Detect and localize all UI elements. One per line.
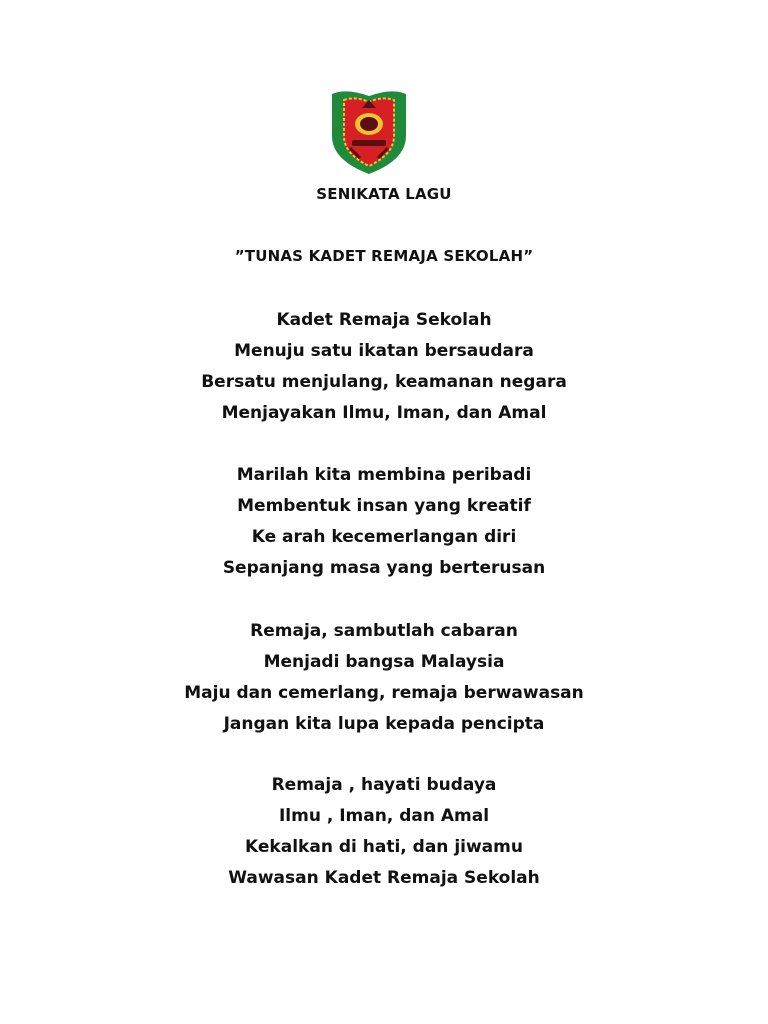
lyric-line: Remaja, sambutlah cabaran <box>250 621 518 641</box>
emblem-banner <box>352 140 386 146</box>
stanza-1 <box>0 305 768 429</box>
lyric-line: Remaja , hayati budaya <box>271 775 497 795</box>
lyric-line: Kadet Remaja Sekolah <box>276 310 492 330</box>
lyric-line: Sepanjang masa yang berterusan <box>222 558 546 578</box>
lyric-line: Menuju satu ikatan bersaudara <box>234 341 534 361</box>
lyric-line: Ke arah kecemerlangan diri <box>251 527 517 547</box>
lyric-line: Jangan kita lupa kepada pencipta <box>223 714 545 734</box>
emblem-center-core <box>360 117 378 131</box>
stanza-3 <box>0 616 768 740</box>
kadet-remaja-sekolah-emblem-icon <box>326 86 412 176</box>
document-title: SENIKATA LAGU <box>316 185 452 203</box>
stanza-2 <box>0 460 768 584</box>
lyric-line: Ilmu , Iman, dan Amal <box>278 806 490 826</box>
emblem-graphic <box>326 86 412 176</box>
lyric-line: Menjadi bangsa Malaysia <box>263 652 505 672</box>
lyric-line: Membentuk insan yang kreatif <box>237 496 531 516</box>
lyric-line: Menjayakan Ilmu, Iman, dan Amal <box>221 403 547 423</box>
lyric-line: Wawasan Kadet Remaja Sekolah <box>228 868 540 888</box>
song-title: ”TUNAS KADET REMAJA SEKOLAH” <box>234 247 534 265</box>
lyric-line: Marilah kita membina peribadi <box>236 465 532 485</box>
lyric-line: Bersatu menjulang, keamanan negara <box>201 372 567 392</box>
lyric-line: Kekalkan di hati, dan jiwamu <box>245 837 523 857</box>
stanza-4 <box>0 770 768 894</box>
lyric-line: Maju dan cemerlang, remaja berwawasan <box>184 683 584 703</box>
